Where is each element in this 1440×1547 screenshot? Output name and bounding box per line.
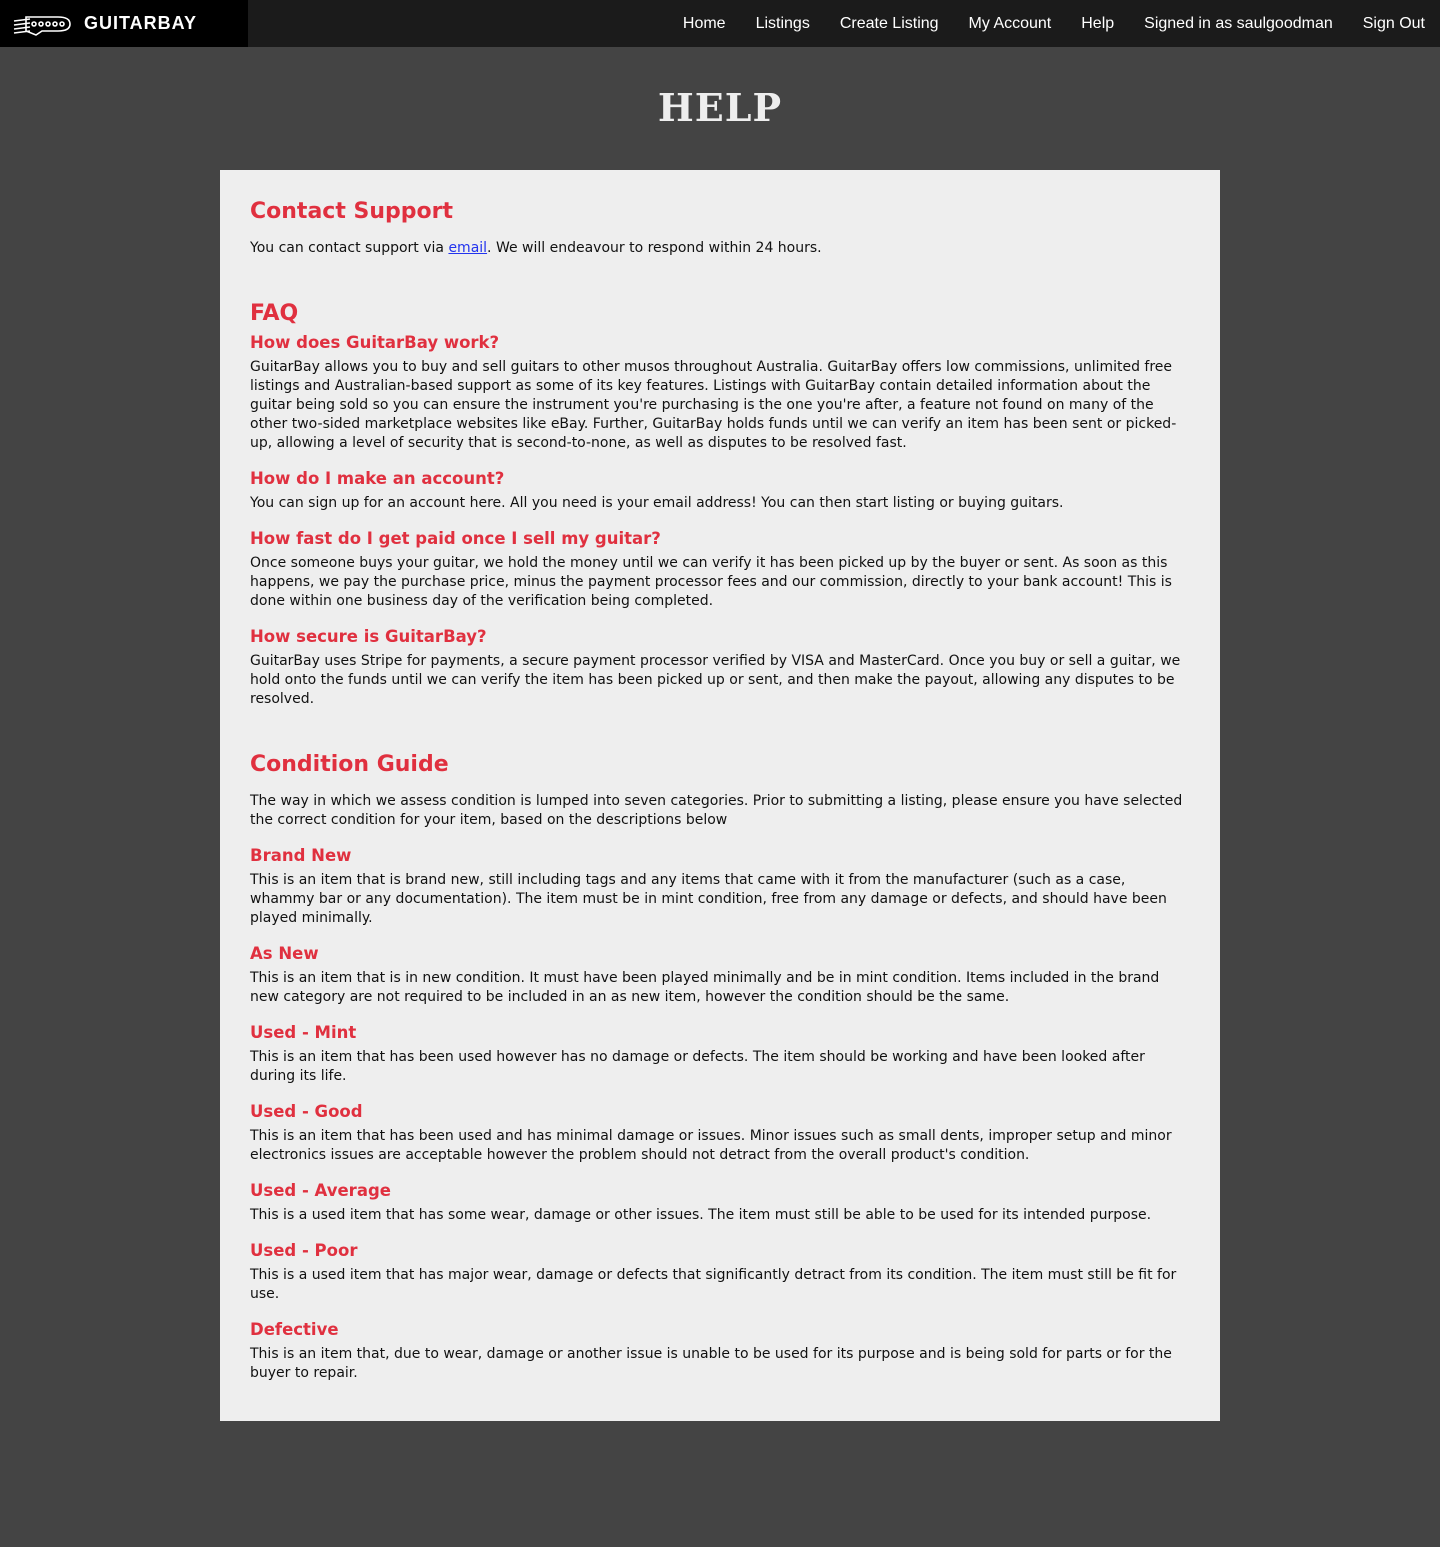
faq-answer: GuitarBay uses Stripe for payments, a secure payment processor verified by VISA and MasterCard. Once you buy or sell a guitar, we hold onto the funds until we can verify the item has been picked up or sent, and then make the payout, allowing any disputes to be resolved. xyxy=(250,653,1181,707)
nav-link-sign-out[interactable]: Sign Out xyxy=(1362,14,1425,32)
faq-question: How does GuitarBay work? xyxy=(250,333,500,352)
faq-question: How secure is GuitarBay? xyxy=(250,627,487,646)
contact-post: . We will endeavour to respond within 24 hours. xyxy=(487,240,822,256)
condition-answer: This is an item that is brand new, still including tags and any items that came with it from the manufacturer (such as a case, whammy bar or any documentation). The item must be in mint condition, free from any damage or defects, and should have been played minimally. xyxy=(250,872,1167,926)
nav-link-signed-in-as-saulgoodman[interactable]: Signed in as saulgoodman xyxy=(1144,14,1333,32)
guitar-headstock-icon xyxy=(12,11,74,37)
email-link[interactable]: email xyxy=(448,240,488,256)
faq-answer: Once someone buys your guitar, we hold the money until we can verify it has been picked up by the buyer or sent. As soon as this happens, we pay the purchase price, minus the payment processor fees and our commission, directly to your bank account! This is done within one business day of the verification being completed. xyxy=(250,555,1172,609)
faq-question: How do I make an account? xyxy=(250,469,505,488)
condition-answer: This is an item that has been used however has no damage or defects. The item should be working and have been looked after during its life. xyxy=(250,1049,1145,1084)
top-nav xyxy=(0,0,1440,47)
condition-answer: This is an item that, due to wear, damage or another issue is unable to be used for its purpose and is being sold for parts or for the buyer to repair. xyxy=(250,1346,1172,1381)
condition-question: Used - Average xyxy=(250,1181,391,1200)
condition-question: As New xyxy=(250,944,319,963)
contact-text xyxy=(250,239,1190,258)
condition-answer: This is a used item that has major wear, damage or defects that significantly detract from its condition. The item must still be fit for use. xyxy=(250,1267,1177,1302)
help-card xyxy=(220,170,1220,1421)
nav-link-listings[interactable]: Listings xyxy=(755,14,810,32)
logo[interactable] xyxy=(0,0,248,47)
condition-question: Defective xyxy=(250,1320,339,1339)
nav-link-home[interactable]: Home xyxy=(682,14,726,32)
nav-link-help[interactable]: Help xyxy=(1081,14,1115,32)
brand-name: GUITARBAY xyxy=(84,13,198,33)
condition-question: Brand New xyxy=(250,846,352,865)
condition-question: Used - Mint xyxy=(250,1023,357,1042)
condition-intro: The way in which we assess condition is lumped into seven categories. Prior to submitting a listing, please ensure you have selected the correct condition for your item, based on the descriptions below xyxy=(250,793,1183,828)
condition-question: Used - Good xyxy=(250,1102,363,1121)
condition-answer: This is a used item that has some wear, damage or other issues. The item must still be able to be used for its intended purpose. xyxy=(250,1207,1152,1223)
faq-heading: FAQ xyxy=(250,301,299,326)
nav-link-my-account[interactable]: My Account xyxy=(968,14,1052,32)
condition-heading: Condition Guide xyxy=(250,752,449,777)
faq-answer: You can sign up for an account here. All you need is your email address! You can then start listing or buying guitars. xyxy=(250,495,1064,511)
faq-question: How fast do I get paid once I sell my guitar? xyxy=(250,529,661,548)
condition-answer: This is an item that has been used and has minimal damage or issues. Minor issues such as small dents, improper setup and minor electronics issues are acceptable however the problem should not detract from the overall product's condition. xyxy=(250,1128,1172,1163)
nav-link-create-listing[interactable]: Create Listing xyxy=(839,14,939,32)
page-title: HELP xyxy=(657,85,783,130)
condition-question: Used - Poor xyxy=(250,1241,358,1260)
faq-answer: GuitarBay allows you to buy and sell guitars to other musos throughout Australia. GuitarBay offers low commissions, unlimited free listings and Australian-based support as some of its key features. Listings with GuitarBay contain detailed information about the guitar being sold so you can ensure the instrument you're purchasing is the one you're after, a feature not found on many of the other two-sided marketplace websites like eBay. Further, GuitarBay holds funds until we can verify an item has been sent or picked-up, allowing a level of security that is second-to-none, as well as disputes to be resolved fast. xyxy=(250,359,1177,451)
condition-answer: This is an item that is in new condition. It must have been played minimally and be in mint condition. Items included in the brand new category are not required to be included in an as new item, however the condition should be the same. xyxy=(250,970,1160,1005)
contact-heading: Contact Support xyxy=(250,199,453,224)
contact-pre: You can contact support via xyxy=(250,240,449,256)
